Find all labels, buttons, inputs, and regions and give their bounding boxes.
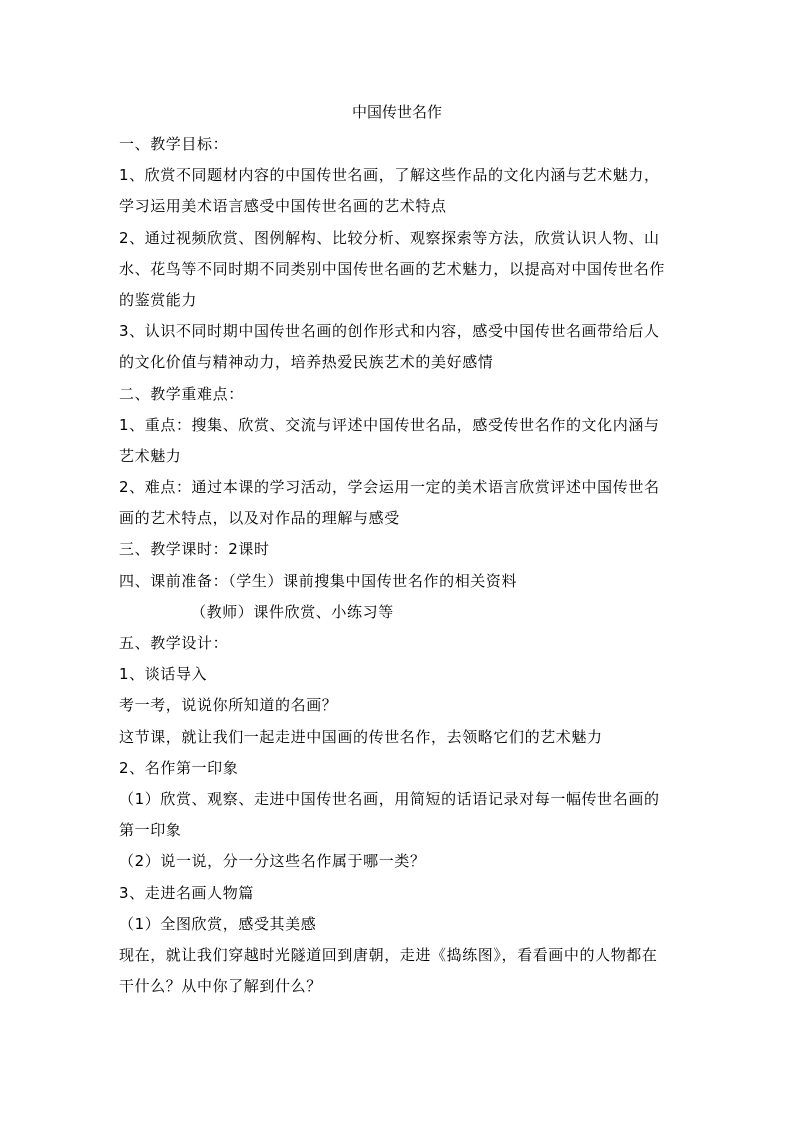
objective-1-line-1: 1、欣赏不同题材内容的中国传世名画，了解这些作品的文化内涵与艺术魅力，: [119, 166, 660, 185]
design-step-1-line-2: 这节课，就让我们一起走进中国画的传世名作，去领略它们的艺术魅力: [119, 727, 603, 746]
design-step-1-line-1: 考一考，说说你所知道的名画？: [119, 696, 338, 715]
objective-2-line-1: 2、通过视频欣赏、图例解构、比较分析、观察探索等方法，欣赏认识人物、山: [119, 228, 660, 247]
objective-3-line-2: 的文化价值与精神动力，培养热爱民族艺术的美好感情: [119, 353, 494, 372]
design-step-2-item-2: （2）说一说，分一分这些名作属于哪一类？: [119, 852, 426, 871]
key-point-2-line-1: 2、难点：通过本课的学习活动，学会运用一定的美术语言欣赏评述中国传世名: [119, 478, 660, 497]
section-heading-design: 五、教学设计：: [119, 634, 229, 652]
design-step-3-item-1: （1）全图欣赏，感受其美感: [119, 914, 317, 933]
design-step-2-heading: 2、名作第一印象: [119, 758, 239, 777]
key-point-2-line-2: 画的艺术特点，以及对作品的理解与感受: [119, 509, 400, 528]
section-heading-key-points: 二、教学重难点：: [119, 384, 244, 403]
objective-2-line-2: 水、花鸟等不同时期不同类别中国传世名画的艺术魅力，以提高对中国传世名作: [119, 259, 666, 278]
objective-3-line-1: 3、认识不同时期中国传世名画的创作形式和内容，感受中国传世名画带给后人: [119, 322, 660, 341]
design-step-2-item-1-line-1: （1）欣赏、观察、走进中国传世名画，用简短的话语记录对每一幅传世名画的: [119, 789, 660, 808]
design-step-3-line-2: 干什么？从中你了解到什么？: [119, 977, 322, 996]
section-heading-class-hours: 三、教学课时：2课时: [119, 540, 270, 559]
design-step-2-item-1-line-2: 第一印象: [119, 821, 182, 840]
section-heading-objectives: 一、教学目标：: [119, 135, 229, 153]
design-step-1-heading: 1、谈话导入: [119, 665, 208, 684]
key-point-1-line-1: 1、重点：搜集、欣赏、交流与评述中国传世名品，感受传世名作的文化内涵与: [119, 415, 660, 434]
preparation-teacher: （教师）课件欣赏、小练习等: [191, 602, 394, 621]
objective-1-line-2: 学习运用美术语言感受中国传世名画的艺术特点: [119, 197, 447, 216]
design-step-3-line-1: 现在，就让我们穿越时光隧道回到唐朝，走进《捣练图》，看看画中的人物都在: [119, 945, 658, 964]
section-heading-preparation: 四、课前准备：（学生）课前搜集中国传世名作的相关资料: [119, 571, 518, 590]
document-body: [119, 129, 681, 1002]
objective-2-line-3: 的鉴赏能力: [119, 290, 198, 309]
key-point-1-line-2: 艺术魅力: [119, 446, 182, 465]
design-step-3-heading: 3、走进名画人物篇: [119, 883, 254, 902]
document-title: 中国传世名作: [351, 103, 442, 121]
